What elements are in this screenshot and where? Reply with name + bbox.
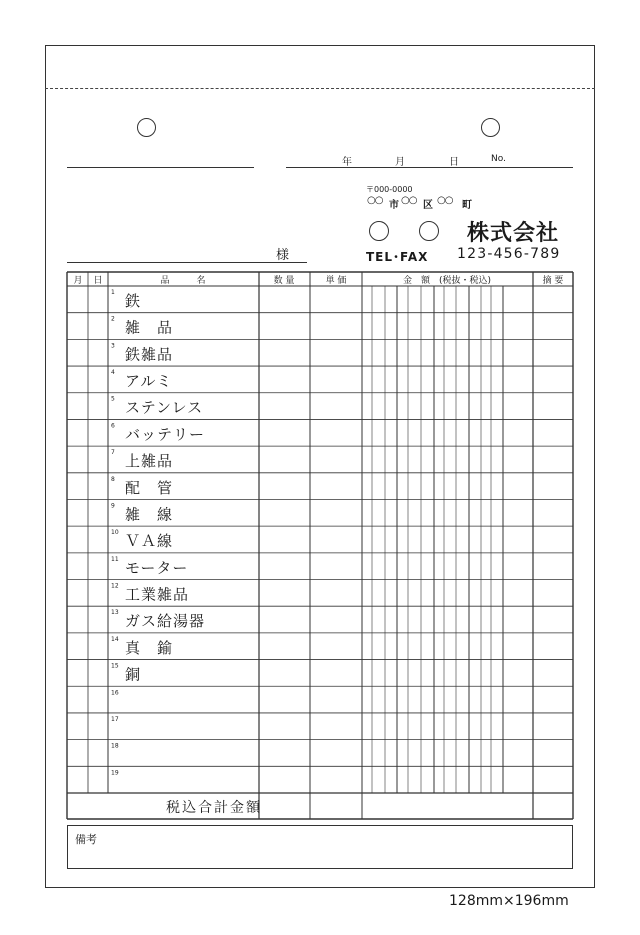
row-number: 7 bbox=[111, 449, 115, 457]
row-number: 10 bbox=[111, 529, 119, 537]
row-number: 14 bbox=[111, 635, 119, 643]
row-number: 15 bbox=[111, 662, 119, 670]
item-name: 鉄 bbox=[125, 292, 142, 310]
year-label: 年 bbox=[342, 157, 352, 168]
header-item: 品 名 bbox=[160, 276, 206, 286]
total-label: 税込合計金額 bbox=[166, 800, 262, 816]
address-placeholder-3: ○○ bbox=[437, 195, 453, 206]
item-name: バッテリー bbox=[125, 425, 206, 444]
row-number: 18 bbox=[111, 742, 119, 750]
day-label: 日 bbox=[449, 157, 459, 168]
row-number: 11 bbox=[111, 555, 119, 563]
row-number: 13 bbox=[111, 609, 119, 617]
header-day: 日 bbox=[93, 276, 103, 286]
item-name: ステンレス bbox=[125, 398, 204, 417]
size-caption: 128mm×196mm bbox=[449, 893, 569, 909]
item-name: 配 管 bbox=[125, 478, 174, 497]
item-name: 雑 品 bbox=[125, 318, 174, 337]
item-name: ガス給湯器 bbox=[125, 612, 206, 631]
item-name: 雑 線 bbox=[125, 505, 174, 524]
row-number: 4 bbox=[111, 369, 115, 377]
address-placeholder-1: ○○ bbox=[367, 195, 383, 206]
row-number: 8 bbox=[111, 475, 115, 483]
city-label: 市 bbox=[389, 200, 399, 211]
header-quantity: 数 量 bbox=[273, 276, 295, 286]
item-name: 工業雑品 bbox=[125, 585, 190, 604]
row-number: 17 bbox=[111, 715, 119, 723]
row-number: 9 bbox=[111, 502, 115, 510]
row-number: 3 bbox=[111, 342, 115, 350]
item-name: 真 鍮 bbox=[125, 638, 174, 657]
ward-label: 区 bbox=[423, 200, 433, 211]
postal-code: 〒000-0000 bbox=[366, 185, 413, 194]
header-month: 月 bbox=[73, 276, 83, 286]
tel-fax-label: TEL･FAX bbox=[366, 250, 429, 264]
row-number: 12 bbox=[111, 582, 119, 590]
header-unit-price: 単 価 bbox=[325, 276, 347, 286]
row-number: 16 bbox=[111, 689, 119, 697]
row-number: 5 bbox=[111, 395, 115, 403]
notes-label: 備考 bbox=[75, 833, 97, 846]
item-name: アルミ bbox=[125, 372, 173, 391]
tel-fax-number: 123-456-789 bbox=[457, 246, 561, 262]
number-label: No. bbox=[491, 154, 506, 164]
row-number: 2 bbox=[111, 315, 115, 323]
item-name: 銅 bbox=[125, 665, 142, 684]
town-label: 町 bbox=[462, 200, 472, 211]
company-suffix: 株式会社 bbox=[467, 221, 560, 246]
item-name: モーター bbox=[125, 558, 189, 577]
honorific-label: 様 bbox=[276, 248, 290, 263]
row-number: 1 bbox=[111, 289, 115, 296]
item-name: ＶＡ線 bbox=[125, 532, 174, 551]
item-name: 鉄雑品 bbox=[125, 345, 174, 364]
header-remarks: 摘 要 bbox=[542, 276, 564, 286]
header-amount: 金 額 (税抜・税込) bbox=[402, 276, 492, 286]
notes-box bbox=[67, 825, 573, 869]
row-number: 19 bbox=[111, 769, 119, 777]
address-placeholder-2: ○○ bbox=[401, 195, 417, 206]
item-name: 上雑品 bbox=[125, 452, 174, 471]
month-label: 月 bbox=[395, 157, 405, 168]
row-number: 6 bbox=[111, 422, 115, 430]
